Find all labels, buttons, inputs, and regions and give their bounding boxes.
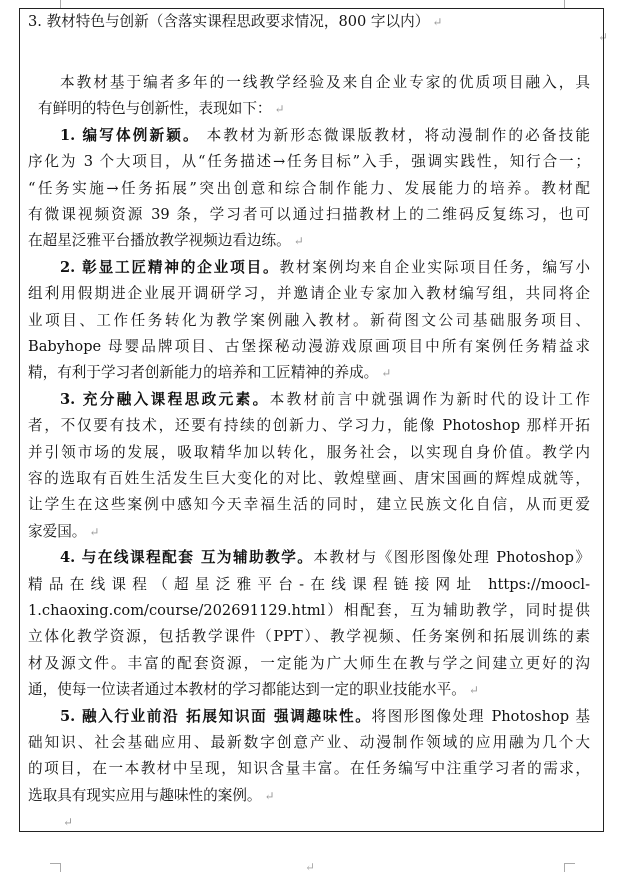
point-2-line <box>28 363 590 383</box>
point-3-line <box>28 416 590 436</box>
point-heading: 2. 彰显工匠精神的企业项目。 <box>60 258 280 276</box>
point-4-line <box>28 575 590 595</box>
point-5-line <box>60 707 590 727</box>
point-2-line <box>28 311 590 331</box>
text-run: 并引领市场的发展，吸取精华加以转化，服务社会，以实现自身价值。教学内 <box>28 443 590 461</box>
point-4-line <box>60 548 590 568</box>
point-2-line <box>60 258 590 278</box>
text-run: 立体化教学资源，包括教学课件（PPT）、教学视频、任务案例和拓展训练的素 <box>28 628 590 646</box>
paragraph-mark-icon: ↵ <box>305 860 316 874</box>
text-run: 本教材基于编者多年的一线教学经验及来自企业专家的优质项目融入，具 <box>60 74 590 91</box>
text-run: Babyhope 母婴品牌项目、古堡探秘动漫游戏原画项目中所有案例任务精益求 <box>28 338 590 355</box>
text-run: 本教材与《图形图像处理 Photoshop》 <box>313 549 591 567</box>
intro-line <box>38 99 590 119</box>
paragraph-mark-icon: ↵ <box>63 815 74 830</box>
point-1-line <box>28 179 590 199</box>
point-5-line <box>28 733 590 753</box>
point-1-line <box>28 152 590 172</box>
text-run: 础知识、社会基础应用、最新数字创意产业、动漫制作领域的应用融为几个大 <box>28 734 590 751</box>
paragraph-mark-icon: ↵ <box>432 15 443 29</box>
text-run: 精，有利于学习者创新能力的培养和工匠精神的养成。 <box>28 364 379 382</box>
text-run: 容的选取有百姓生活发生巨大变化的对比、敦煌壁画、唐宋国画的辉煌成就等， <box>28 470 590 487</box>
point-heading: 5. 融入行业前沿 拓展知识面 强调趣味性。 <box>60 707 372 725</box>
point-3-line <box>28 443 590 463</box>
point-heading: 3. 充分融入课程思政元素。 <box>60 390 270 408</box>
text-run: 本教材为新形态微课版教材，将动漫制作的必备技能 <box>199 126 590 144</box>
point-4-line <box>28 654 590 674</box>
text-run: 家爱国。 <box>28 522 87 540</box>
text-run: 材及源文件。丰富的配套资源，一定能为广大师生在教与学之间建立更好的沟 <box>28 654 590 672</box>
point-2-line <box>28 284 590 304</box>
paragraph-mark-icon: ↵ <box>89 524 100 539</box>
empty-paragraph <box>60 812 590 832</box>
point-5-line <box>28 759 590 779</box>
paragraph-mark-icon: ↵ <box>264 788 275 803</box>
text-run: 教材案例均来自企业实际项目任务，编写小 <box>279 258 590 276</box>
paragraph-mark-icon: ↵ <box>381 366 392 381</box>
point-1-line <box>28 205 590 225</box>
text-run: 组利用假期进企业展开调研学习，并邀请企业专家加入教材编写组，共同将企 <box>28 285 590 303</box>
section-title <box>28 12 590 32</box>
point-3-line <box>28 495 590 515</box>
point-3-line <box>28 469 590 489</box>
point-heading: 1. 编写体例新颖。 <box>60 126 200 144</box>
text-run: 业项目、工作任务转化为教学案例融入教材。新荷图文公司基础服务项目、 <box>28 311 590 329</box>
text-run: 者，不仅要有技术，还要有持续的创新力、学习力，能像 Photoshop 那样开拓 <box>28 417 590 435</box>
text-run: 将图形图像处理 Photoshop 基 <box>371 707 590 725</box>
paragraph-mark-icon: ↵ <box>293 234 304 249</box>
point-4-line <box>28 680 590 700</box>
paragraph-mark-icon: ↵ <box>274 102 285 117</box>
point-1-line <box>28 231 590 251</box>
crop-mark-bottom-left <box>50 863 61 872</box>
text-run: 精品在线课程（超星泛雅平台-在线课程链接网址 https://moocl- <box>28 575 590 593</box>
text-run: 通，使每一位读者通过本教材的学习都能达到一定的职业技能水平。 <box>28 681 466 699</box>
crop-mark-bottom-right <box>564 863 575 872</box>
point-4-line <box>28 601 590 621</box>
text-run: “任务实施→任务拓展”突出创意和综合制作能力、发展能力的培养。教材配 <box>28 179 590 197</box>
text-run: 1.chaoxing.com/course/202691129.html）相配套，互为辅助教学，同时提供 <box>28 602 590 619</box>
text-run: 3. 教材特色与创新（含落实课程思政要求情况，800 字以内） <box>28 13 430 30</box>
text-run: 序化为 3 个大项目，从“任务描述→任务目标”入手，强调实践性，知行合一； <box>28 153 590 171</box>
point-4-line <box>28 627 590 647</box>
point-3-line <box>60 390 590 410</box>
text-run: 在超星泛雅平台播放教学视频边看边练。 <box>28 232 291 250</box>
point-3-line <box>28 522 590 542</box>
point-5-line <box>28 786 590 806</box>
text-run: 有鲜明的特色与创新性，表现如下： <box>38 100 272 118</box>
paragraph-mark-icon: ↵ <box>468 683 479 698</box>
text-run: 选取具有现实应用与趣味性的案例。 <box>28 786 262 804</box>
point-2-line <box>28 337 590 357</box>
text-run: 有微课视频资源 39 条，学习者可以通过扫描教材上的二维码反复练习，也可 <box>28 206 590 223</box>
intro-line <box>60 73 590 93</box>
paragraph-mark-icon: ↵ <box>598 30 609 44</box>
text-run: 本教材前言中就强调作为新时代的设计工作 <box>269 390 590 408</box>
text-run: 让学生在这些案例中感知今天幸福生活的同时，建立民族文化自信，从而更爱 <box>28 496 590 514</box>
text-run: 的项目，在一本教材中呈现，知识含量丰富。在任务编写中注重学习者的需求， <box>28 760 590 778</box>
point-heading: 4. 与在线课程配套 互为辅助教学。 <box>60 549 314 567</box>
point-1-line <box>60 126 590 146</box>
